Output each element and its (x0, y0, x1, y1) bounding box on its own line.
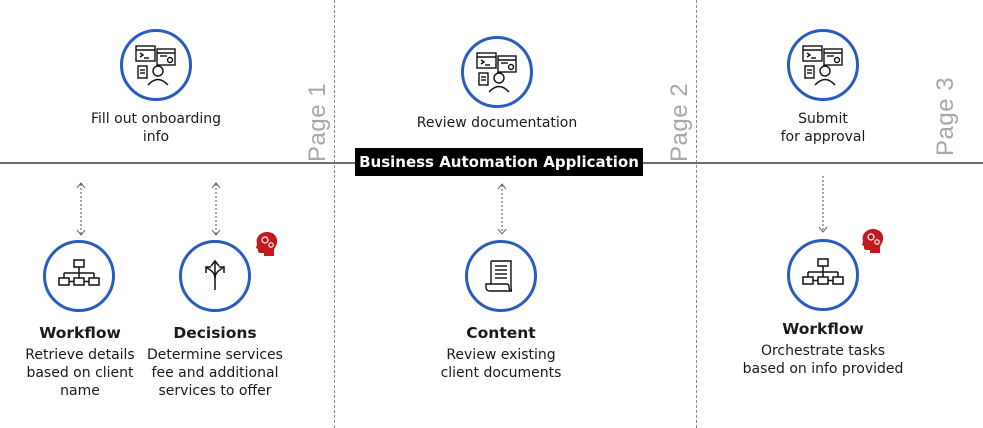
capability-2-desc-line-3: services to offer (158, 383, 272, 399)
capability-4-title: Workflow (782, 320, 864, 338)
capability-1-title: Workflow (39, 324, 121, 342)
step-2-text-line-1: Review documentation (416, 115, 578, 131)
capability-1-desc-line-1: Retrieve details (25, 347, 135, 363)
page-divider-1 (334, 0, 335, 428)
page-label-2: Page 2 (666, 82, 693, 162)
step-3-text-line-2: for approval (780, 129, 866, 145)
decisions-icon (195, 256, 235, 296)
capability-1-desc-line-2: based on client (26, 365, 134, 381)
step-3-text-line-1: Submit (798, 111, 848, 127)
capability-4-desc-line-2: based on info provided (742, 361, 904, 377)
step-1-text-line-2: info (142, 129, 170, 145)
capability-3-desc-line-1: Review existing (446, 347, 556, 363)
capability-4-desc-line-1: Orchestrate tasks (760, 343, 886, 359)
workflow-2-icon-ring (787, 239, 859, 311)
capability-2-desc-line-1: Determine services (147, 347, 283, 363)
double-arrow-decisions (210, 182, 222, 236)
workflow-icon (801, 255, 845, 295)
step-1-text-line-1: Fill out onboarding (90, 111, 222, 127)
capability-1-desc-line-3: name (60, 383, 100, 399)
step-2-icon-ring (461, 36, 533, 108)
step-1-icon-ring (120, 29, 192, 101)
content-icon-ring (465, 240, 537, 312)
page-divider-2 (696, 0, 697, 428)
down-arrow-workflow-2 (817, 175, 829, 233)
workflow-icon (57, 256, 101, 296)
step-3-icon-ring (787, 29, 859, 101)
capability-3-desc-line-2: client documents (440, 365, 562, 381)
double-arrow-content (496, 183, 508, 235)
workflow-icon-ring (43, 240, 115, 312)
application-banner: Business Automation Application (355, 148, 643, 176)
user-at-screens-icon (474, 49, 520, 95)
page-label-1: Page 1 (304, 82, 331, 162)
decisions-icon-ring (179, 240, 251, 312)
content-scroll-icon (481, 256, 521, 296)
page-label-3: Page 3 (932, 76, 959, 156)
double-arrow-workflow (75, 182, 87, 236)
capability-2-title: Decisions (173, 324, 257, 342)
user-at-screens-icon (800, 42, 846, 88)
capability-3-title: Content (466, 324, 536, 342)
ai-brain-badge-icon (859, 227, 885, 255)
ai-brain-badge-icon (253, 230, 279, 258)
user-at-screens-icon (133, 42, 179, 88)
capability-2-desc-line-2: fee and additional (151, 365, 279, 381)
